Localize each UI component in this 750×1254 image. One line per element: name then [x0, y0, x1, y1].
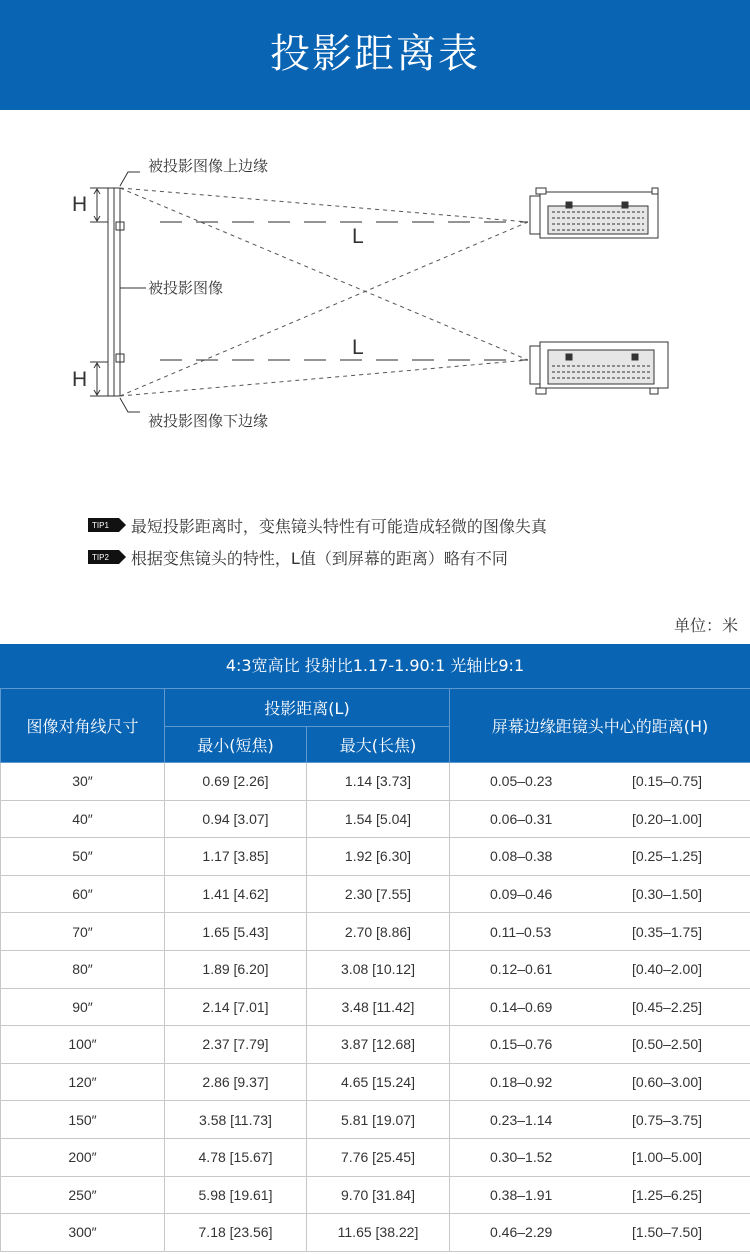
cell-max-distance: 3.48 [11.42]	[307, 988, 450, 1026]
h-values	[450, 1112, 750, 1128]
h-range-bracket: [0.60–3.00]	[631, 1074, 702, 1091]
cell-max-distance: 1.92 [6.30]	[307, 838, 450, 876]
cell-max-distance: 2.30 [7.55]	[307, 875, 450, 913]
cell-max-distance: 5.81 [19.07]	[307, 1101, 450, 1139]
tip-badge: TIP2	[88, 550, 119, 564]
cell-min-distance: 2.37 [7.79]	[165, 1026, 307, 1064]
cell-size: 120″	[1, 1063, 165, 1101]
cell-h-distance	[450, 763, 750, 801]
table-row	[1, 1063, 750, 1101]
top-edge-label: 被投影图像上边缘	[148, 157, 269, 175]
tip-text: 根据变焦镜头的特性，L值（到屏幕的距离）略有不同	[130, 548, 508, 568]
cell-size: 30″	[1, 763, 165, 801]
h-range-bracket: [0.40–2.00]	[631, 961, 702, 978]
h-range-screen: 0.14–0.69	[490, 998, 553, 1015]
h-values	[450, 1224, 750, 1240]
projection-diagram	[0, 150, 750, 440]
top-h-indicator	[90, 188, 124, 230]
cell-min-distance: 1.89 [6.20]	[165, 950, 307, 988]
bottom-edge-label: 被投影图像下边缘	[148, 412, 269, 430]
projector-ceiling-icon	[530, 188, 658, 238]
cell-min-distance: 0.94 [3.07]	[165, 800, 307, 838]
h-range-screen: 0.18–0.92	[490, 1074, 553, 1091]
cell-size: 50″	[1, 838, 165, 876]
cell-h-distance	[450, 800, 750, 838]
h-range-bracket: [0.45–2.25]	[631, 998, 702, 1015]
cell-max-distance: 1.14 [3.73]	[307, 763, 450, 801]
cell-size: 90″	[1, 988, 165, 1026]
cell-h-distance	[450, 1214, 750, 1252]
h-range-screen: 0.06–0.31	[490, 810, 553, 827]
h-range-bracket: [1.00–5.00]	[631, 1149, 702, 1166]
cell-max-distance: 4.65 [15.24]	[307, 1063, 450, 1101]
col-h-header: 屏幕边缘距镜头中心的距离(H)	[450, 689, 750, 763]
h-range-screen: 0.30–1.52	[490, 1149, 553, 1166]
table-row	[1, 763, 750, 801]
projector-floor-icon	[530, 342, 668, 394]
h-range-screen: 0.08–0.38	[490, 848, 553, 865]
cell-size: 200″	[1, 1138, 165, 1176]
image-label: 被投影图像	[148, 279, 224, 297]
table-row	[1, 1138, 750, 1176]
table-row	[1, 913, 750, 951]
h-values	[450, 886, 750, 902]
screen	[108, 188, 120, 396]
col-size-header: 图像对角线尺寸	[1, 689, 165, 763]
h-values	[450, 1074, 750, 1090]
l-label-bottom: L	[352, 336, 364, 359]
cell-max-distance: 11.65 [38.22]	[307, 1214, 450, 1252]
h-range-screen: 0.15–0.76	[490, 1036, 553, 1053]
h-range-bracket: [0.25–1.25]	[631, 848, 702, 865]
h-values	[450, 848, 750, 864]
col-min-header: 最小(短焦)	[165, 727, 307, 763]
cell-max-distance: 3.08 [10.12]	[307, 950, 450, 988]
cell-size: 250″	[1, 1176, 165, 1214]
bottom-h-indicator	[90, 354, 124, 396]
cell-size: 80″	[1, 950, 165, 988]
col-max-header: 最大(长焦)	[307, 727, 450, 763]
table-row	[1, 838, 750, 876]
projection-diagram-svg	[0, 150, 750, 440]
cell-size: 150″	[1, 1101, 165, 1139]
h-range-bracket: [0.15–0.75]	[631, 773, 702, 790]
cell-min-distance: 4.78 [15.67]	[165, 1138, 307, 1176]
header-banner	[0, 0, 750, 110]
cell-max-distance: 2.70 [8.86]	[307, 913, 450, 951]
cell-min-distance: 2.14 [7.01]	[165, 988, 307, 1026]
table-row	[1, 800, 750, 838]
cell-max-distance: 7.76 [25.45]	[307, 1138, 450, 1176]
cell-min-distance: 7.18 [23.56]	[165, 1214, 307, 1252]
distance-table	[0, 688, 750, 1252]
cell-size: 70″	[1, 913, 165, 951]
cell-size: 60″	[1, 875, 165, 913]
h-range-bracket: [1.50–7.50]	[631, 1224, 702, 1241]
h-values	[450, 1187, 750, 1203]
table-row	[1, 1026, 750, 1064]
l-label-top: L	[352, 225, 364, 248]
leader-lines	[120, 172, 146, 412]
h-label-top: H	[72, 193, 88, 216]
h-values	[450, 999, 750, 1015]
cell-h-distance	[450, 913, 750, 951]
table-row	[1, 1214, 750, 1252]
h-values	[450, 961, 750, 977]
table-body	[1, 763, 750, 1252]
cell-h-distance	[450, 1101, 750, 1139]
unit-label: 单位：米	[673, 616, 738, 635]
h-range-screen: 0.23–1.14	[490, 1111, 553, 1128]
cell-size: 100″	[1, 1026, 165, 1064]
h-values	[450, 811, 750, 827]
table-title: 4:3宽高比 投射比1.17-1.90:1 光轴比9:1	[0, 644, 750, 688]
cell-max-distance: 9.70 [31.84]	[307, 1176, 450, 1214]
cell-h-distance	[450, 1026, 750, 1064]
h-range-screen: 0.46–2.29	[490, 1224, 553, 1241]
h-range-bracket: [0.35–1.75]	[631, 923, 702, 940]
cell-h-distance	[450, 1176, 750, 1214]
cell-max-distance: 3.87 [12.68]	[307, 1026, 450, 1064]
h-values	[450, 1149, 750, 1165]
h-range-bracket: [0.30–1.50]	[631, 886, 702, 903]
table-row	[1, 875, 750, 913]
table-row	[1, 1101, 750, 1139]
cell-size: 300″	[1, 1214, 165, 1252]
cell-min-distance: 0.69 [2.26]	[165, 763, 307, 801]
projection-distance-table	[0, 644, 750, 1252]
cell-min-distance: 1.17 [3.85]	[165, 838, 307, 876]
cell-min-distance: 1.41 [4.62]	[165, 875, 307, 913]
col-distance-header: 投影距离(L)	[165, 689, 450, 727]
table-row	[1, 988, 750, 1026]
h-range-screen: 0.11–0.53	[490, 923, 552, 940]
tip-badge: TIP1	[88, 518, 119, 532]
h-label-bottom: H	[72, 368, 88, 391]
cell-max-distance: 1.54 [5.04]	[307, 800, 450, 838]
h-range-bracket: [1.25–6.25]	[631, 1186, 702, 1203]
cell-h-distance	[450, 988, 750, 1026]
cell-h-distance	[450, 950, 750, 988]
h-range-screen: 0.12–0.61	[490, 961, 553, 978]
cell-h-distance	[450, 875, 750, 913]
h-range-screen: 0.05–0.23	[490, 773, 553, 790]
h-range-bracket: [0.50–2.50]	[631, 1036, 702, 1053]
h-range-screen: 0.38–1.91	[490, 1186, 553, 1203]
h-values	[450, 924, 750, 940]
h-values	[450, 773, 750, 789]
tip-1	[88, 514, 547, 536]
page-title: 投影距离表	[270, 31, 480, 77]
cell-min-distance: 1.65 [5.43]	[165, 913, 307, 951]
cell-min-distance: 3.58 [11.73]	[165, 1101, 307, 1139]
cell-h-distance	[450, 838, 750, 876]
tip-text: 最短投影距离时，变焦镜头特性有可能造成轻微的图像失真	[130, 516, 547, 536]
cell-h-distance	[450, 1138, 750, 1176]
tip-2	[88, 546, 508, 568]
h-range-screen: 0.09–0.46	[490, 886, 553, 903]
cell-min-distance: 5.98 [19.61]	[165, 1176, 307, 1214]
cell-size: 40″	[1, 800, 165, 838]
h-range-bracket: [0.75–3.75]	[631, 1111, 702, 1128]
table-row	[1, 950, 750, 988]
cell-min-distance: 2.86 [9.37]	[165, 1063, 307, 1101]
h-range-bracket: [0.20–1.00]	[631, 810, 702, 827]
cell-h-distance	[450, 1063, 750, 1101]
table-row	[1, 1176, 750, 1214]
h-values	[450, 1036, 750, 1052]
